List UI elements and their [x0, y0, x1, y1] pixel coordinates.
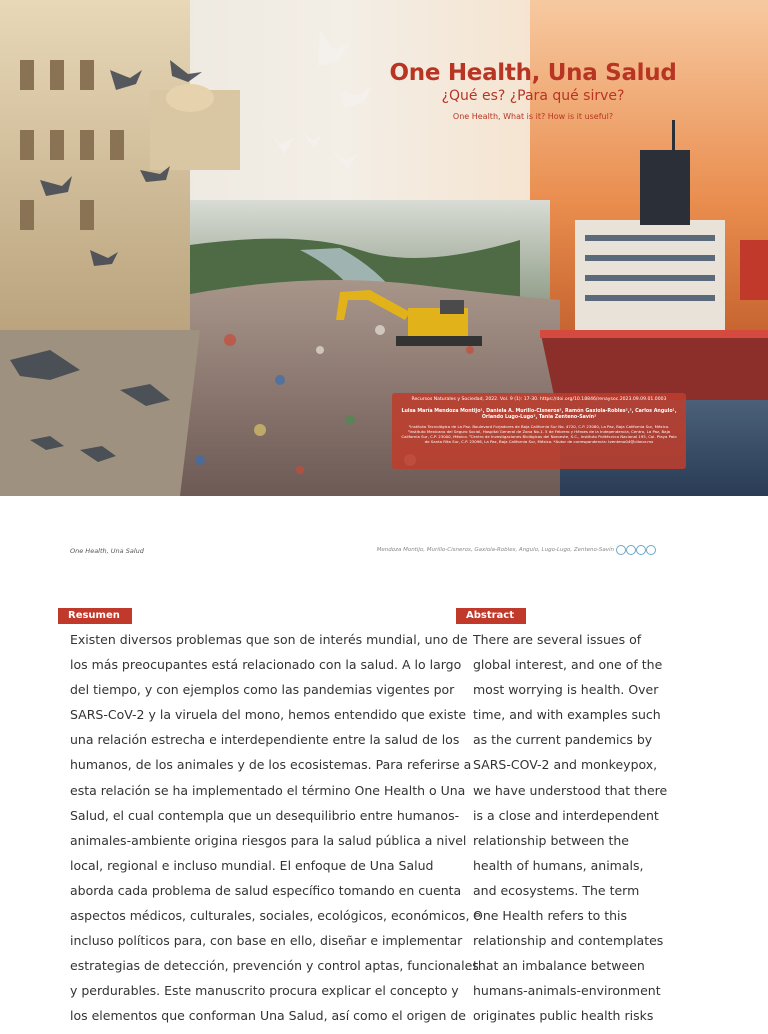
article-subtitle-english: One Health, What is it? How is it useful?	[452, 112, 614, 121]
resumen-line: estrategias de detección, prevención y control aptas, funcionales	[70, 958, 479, 974]
abstract-text	[473, 632, 688, 1034]
resumen-line: del tiempo, y con ejemplos como las pandemias vigentes por	[70, 682, 455, 698]
article-subtitle: ¿Qué es? ¿Para qué sirve?	[441, 88, 625, 104]
abstract-line: and ecosystems. The term	[473, 882, 640, 898]
article-title: One Health, Una Salud	[389, 60, 677, 86]
resumen-text	[70, 632, 482, 1034]
running-authors: Mendoza Montijo, Murillo-Cisneros, Gaxiola-Robles, Angulo, Lugo-Lugo, Zenteno-Savín	[376, 547, 614, 553]
abstract-line: SARS-COV-2 and monkeypox,	[473, 757, 658, 773]
abstract-line: One Health refers to this	[473, 908, 628, 924]
running-header	[70, 540, 660, 562]
logo-circle-icon	[646, 545, 656, 555]
author-list: Luisa María Mendoza Montijo¹, Daniela A. Murillo-Cisneros², Ramón Gaxiola-Robles²,³, Carlos Angulo¹, Orlando Lugo-Lugo³, Tania Zenteno-Savín²	[401, 409, 677, 420]
resumen-line: aborda cada problema de salud específico tomando en cuenta	[70, 882, 462, 898]
abstract-line: we have understood that there	[473, 782, 668, 798]
citation-box	[392, 393, 686, 469]
abstract-label: Abstract	[456, 608, 526, 624]
resumen-line: esta relación se ha implementado el término One Health o Una	[70, 782, 466, 798]
abstract-line: relationship between the	[473, 832, 629, 848]
abstract-line: relationship and contemplates	[473, 933, 664, 949]
abstract-line: most worrying is health. Over	[473, 682, 659, 698]
resumen-line: humanos, de los animales y de los ecosistemas. Para referirse a	[70, 757, 472, 773]
affiliations-text: ¹Instituto Tecnológico de La Paz. Boulevard Forjadores de Baja California Sur No. 4720, C.P. 23080, La Paz, Baja California Sur, México. ²Instituto Mexicano del Seguro Social, Hospital General de Zona No.1. 5 de Febrero y Héroes de la Independencia, Centro, La Paz, Baja California Sur, C.P. 23000, México. ³Centro de Investigaciones Biológicas del Noroeste, S.C., Instituto Politécnico Nacional 195, Col. Playa Palo de Santa Rita Sur, C.P. 23096, La Paz, Baja California Sur, México. *Autor de correspondencia: tzenteno04@cibnor.mx	[401, 424, 677, 444]
resumen-line: local, regional e incluso mundial. El enfoque de Una Salud	[70, 857, 434, 873]
abstract-line: as the current pandemics by	[473, 732, 653, 748]
resumen-line: Salud, el cual contempla que un desequilibrio entre humanos-	[70, 807, 460, 823]
resumen-line: aspectos médicos, culturales, sociales, ecológicos, económicos, e	[70, 908, 482, 924]
resumen-line: animales-ambiente origina riesgos para la salud pública a nivel	[70, 832, 467, 848]
resumen-line: una relación estrecha e interdependiente entre la salud de los	[70, 732, 460, 748]
resumen-line: y perdurables. Este manuscrito procura explicar el concepto y	[70, 983, 459, 999]
resumen-line: los elementos que conforman Una Salud, así como el origen de	[70, 1008, 467, 1024]
abstract-line: humans-animals-environment	[473, 983, 661, 999]
logo-circle-icon	[636, 545, 646, 555]
abstract-line: is a close and interdependent	[473, 807, 659, 823]
cover-collage	[0, 0, 768, 496]
resumen-label: Resumen	[58, 608, 132, 624]
abstract-line: time, and with examples such	[473, 707, 661, 723]
resumen-line: los más preocupantes está relacionado con la salud. A lo largo	[70, 657, 462, 673]
abstract-line: that an imbalance between	[473, 958, 645, 974]
running-title: One Health, Una Salud	[70, 547, 144, 555]
abstract-line: originates public health risks	[473, 1008, 654, 1024]
resumen-line: Existen diversos problemas que son de interés mundial, uno de	[70, 632, 468, 647]
abstract-line: global interest, and one of the	[473, 657, 663, 673]
title-block	[368, 60, 698, 121]
citation-text: Recursos Naturales y Sociedad, 2022. Vol. 9 (1): 17-30. https://doi.org/10.18846/renaysoc.2023.09.09.01.0003	[411, 397, 667, 402]
abstract-line: There are several issues of	[473, 632, 642, 647]
resumen-line: SARS-CoV-2 y la viruela del mono, hemos entendido que existe	[70, 707, 467, 723]
logo-circle-icon	[616, 545, 626, 555]
resumen-line: incluso políticos para, con base en ello, diseñar e implementar	[70, 933, 463, 949]
abstract-line: health of humans, animals,	[473, 857, 644, 873]
logo-circle-icon	[626, 545, 636, 555]
journal-logo-icon	[616, 540, 660, 556]
